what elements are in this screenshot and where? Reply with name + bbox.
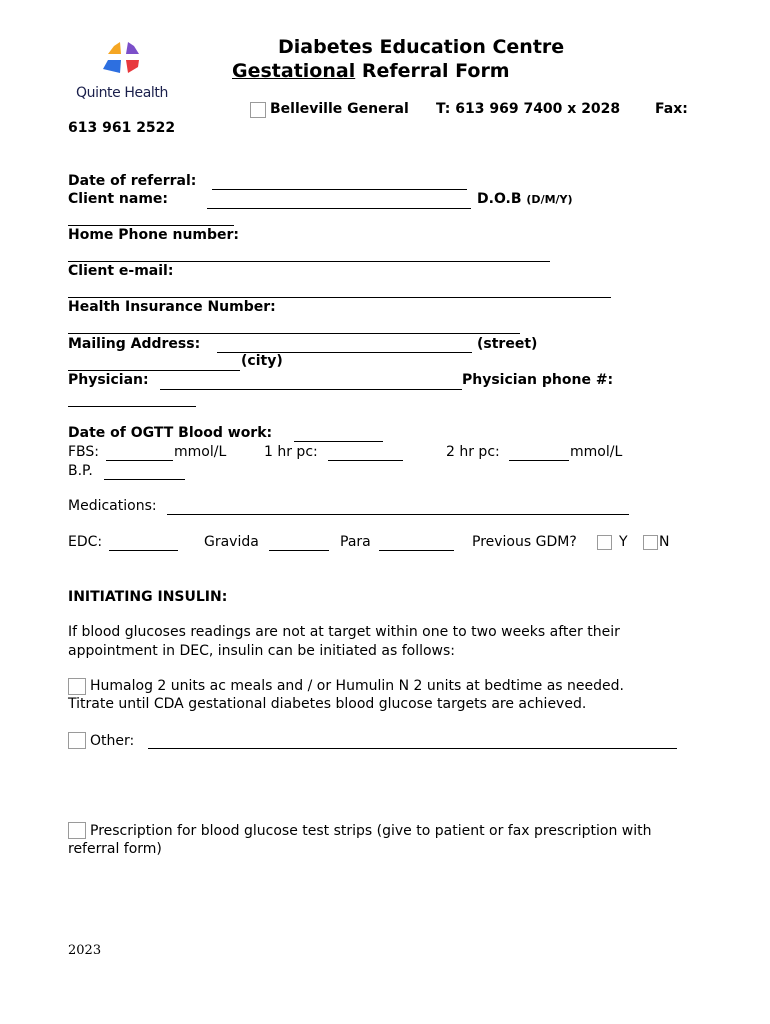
physician-phone-field[interactable] — [68, 406, 196, 407]
humalog-checkbox[interactable] — [68, 678, 86, 695]
client-name-field[interactable] — [207, 208, 471, 209]
form-title-line1: Diabetes Education Centre — [278, 36, 565, 58]
city-field[interactable] — [68, 370, 240, 371]
one-hr-label: 1 hr pc: — [264, 444, 318, 460]
site-name: Belleville General — [270, 101, 409, 117]
insulin-intro-line1: If blood glucoses readings are not at target within one to two weeks after their — [68, 624, 620, 640]
footer-year: 2023 — [68, 943, 102, 958]
gdm-no-checkbox[interactable] — [643, 535, 658, 550]
quinte-health-logo-icon — [72, 40, 172, 84]
fax-label: Fax: — [655, 101, 688, 117]
client-email-label: Client e-mail: — [68, 263, 174, 279]
humalog-line1: Humalog 2 units ac meals and / or Humulin N 2 units at bedtime as needed. — [90, 678, 624, 694]
edc-field[interactable] — [109, 550, 178, 551]
previous-gdm-label: Previous GDM? — [472, 534, 577, 550]
para-label: Para — [340, 534, 371, 550]
fbs-unit: mmol/L — [174, 444, 227, 460]
physician-field[interactable] — [160, 389, 462, 390]
other-field[interactable] — [148, 748, 677, 749]
gdm-no-label: N — [659, 534, 670, 550]
belleville-checkbox[interactable] — [250, 102, 266, 118]
ogtt-date-field[interactable] — [294, 441, 383, 442]
fbs-field[interactable] — [106, 460, 173, 461]
date-of-referral-label: Date of referral: — [68, 173, 197, 189]
fbs-label: FBS: — [68, 444, 100, 460]
medications-label: Medications: — [68, 498, 157, 514]
logo-text: Quinte Health — [76, 85, 168, 101]
dob-format: (D/M/Y) — [526, 193, 573, 206]
site-phone: T: 613 969 7400 x 2028 — [436, 101, 621, 117]
logo-petal-orange — [108, 42, 121, 54]
street-label: (street) — [477, 336, 538, 352]
city-label: (city) — [241, 353, 283, 369]
humalog-line2: Titrate until CDA gestational diabetes blood glucose targets are achieved. — [68, 696, 587, 712]
gravida-label: Gravida — [204, 534, 259, 550]
para-field[interactable] — [379, 550, 454, 551]
gdm-yes-label: Y — [619, 534, 628, 550]
quinte-health-logo — [72, 40, 172, 102]
client-name-label: Client name: — [68, 191, 168, 207]
gravida-field[interactable] — [269, 550, 329, 551]
dob-text: D.O.B — [477, 191, 522, 207]
dob-label — [477, 191, 573, 207]
medications-field[interactable] — [167, 514, 629, 515]
physician-label: Physician: — [68, 372, 149, 388]
two-hr-label: 2 hr pc: — [446, 444, 500, 460]
test-strips-checkbox[interactable] — [68, 822, 86, 839]
other-checkbox[interactable] — [68, 732, 86, 749]
bp-field[interactable] — [104, 479, 185, 480]
logo-petal-blue — [103, 60, 121, 73]
health-insurance-field[interactable] — [68, 333, 520, 334]
initiating-insulin-heading: INITIATING INSULIN: — [68, 589, 228, 605]
ogtt-date-label: Date of OGTT Blood work: — [68, 425, 273, 441]
form-title-gestational: Gestational — [232, 60, 356, 82]
test-strips-line2: referral form) — [68, 841, 162, 857]
logo-petal-red — [126, 60, 139, 73]
other-label: Other: — [90, 733, 135, 749]
gdm-yes-checkbox[interactable] — [597, 535, 612, 550]
test-strips-line1: Prescription for blood glucose test strips (give to patient or fax prescription with — [90, 823, 652, 839]
fax-number: 613 961 2522 — [68, 120, 176, 136]
form-title-line2 — [232, 60, 510, 82]
mailing-address-label: Mailing Address: — [68, 336, 201, 352]
bp-label: B.P. — [68, 463, 93, 479]
two-hr-field[interactable] — [509, 460, 569, 461]
health-insurance-label: Health Insurance Number: — [68, 299, 276, 315]
home-phone-field[interactable] — [68, 261, 550, 262]
client-email-field[interactable] — [68, 297, 611, 298]
edc-label: EDC: — [68, 534, 103, 550]
physician-phone-label: Physician phone #: — [462, 372, 614, 388]
date-of-referral-field[interactable] — [212, 189, 467, 190]
dob-field[interactable] — [68, 225, 234, 226]
form-title-rest: Referral Form — [355, 60, 510, 82]
insulin-intro-line2: appointment in DEC, insulin can be initiated as follows: — [68, 643, 456, 659]
two-hr-unit: mmol/L — [570, 444, 623, 460]
logo-petal-purple — [126, 42, 139, 54]
one-hr-field[interactable] — [328, 460, 403, 461]
home-phone-label: Home Phone number: — [68, 227, 240, 243]
